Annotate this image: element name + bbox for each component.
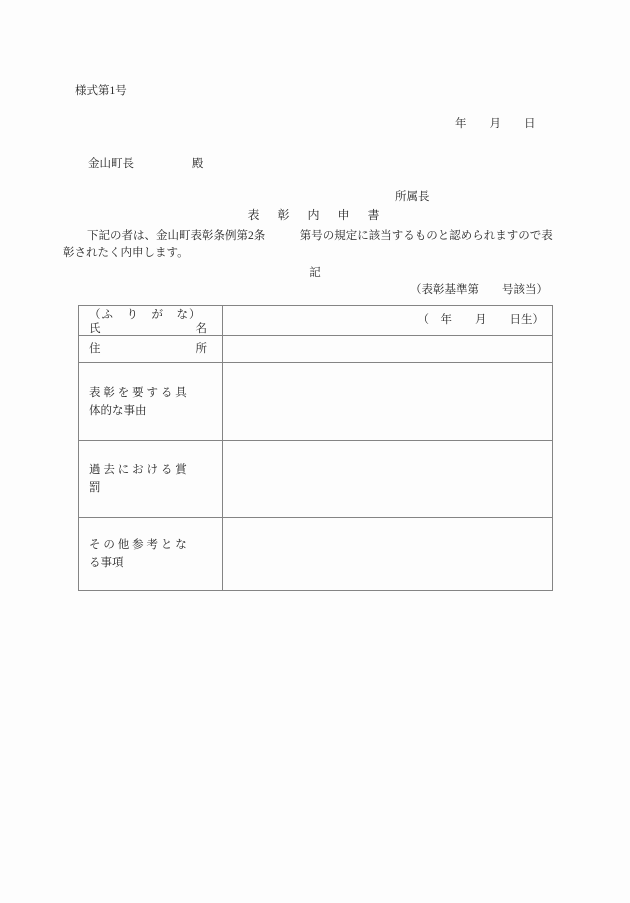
reason-label-line-2: 体的な事由 — [89, 404, 147, 417]
name-label-right: 名 — [195, 323, 207, 335]
form-number: 様式第1号 — [75, 85, 127, 97]
address-label-left: 住 — [89, 343, 101, 355]
address-label-cell — [79, 336, 223, 363]
document-title: 表 彰 内 申 書 — [247, 208, 383, 222]
body-paragraph — [63, 228, 553, 262]
reason-label-line-1: 表 彰 を 要 す る 具 — [89, 386, 187, 399]
history-label-line-2: 罰 — [89, 482, 101, 494]
reason-label-cell — [79, 363, 223, 441]
address-label-right: 所 — [195, 343, 207, 355]
address-label-line — [89, 342, 207, 356]
reason-value-cell — [223, 363, 552, 441]
name-label-left: 氏 — [89, 323, 101, 335]
date-line: 年 月 日 — [455, 118, 536, 130]
sender-title: 所属長 — [395, 191, 430, 203]
name-label-line — [89, 322, 207, 336]
history-value-cell — [223, 441, 552, 518]
addressee-name: 金山町長 — [88, 158, 134, 170]
furigana-label: （ふ り が な） — [89, 309, 202, 321]
name-value-cell — [223, 306, 552, 336]
other-label-line-2: る事項 — [89, 557, 124, 569]
body-line-1: 下記の者は、金山町表彰条例第2条 第号の規定に該当するものと認められますので表 — [87, 230, 553, 242]
criteria-note: （表彰基準第 号該当） — [410, 284, 548, 296]
body-line-2: 彰されたく内申します。 — [63, 247, 189, 259]
addressee-honorific: 殿 — [191, 158, 204, 170]
history-label-cell — [79, 441, 223, 518]
other-label-line-1: そ の 他 参 考 と な — [89, 539, 187, 551]
form-table — [78, 305, 553, 591]
addressee-line — [88, 157, 203, 172]
birth-date-note: （ 年 月 日生） — [417, 314, 544, 326]
history-label-line-1: 過 去 に お け る 賞 — [89, 464, 187, 476]
address-value-cell — [223, 336, 552, 363]
record-heading: 記 — [309, 267, 321, 279]
other-label-cell — [79, 518, 223, 590]
other-value-cell — [223, 518, 552, 590]
name-label-cell — [79, 306, 223, 336]
